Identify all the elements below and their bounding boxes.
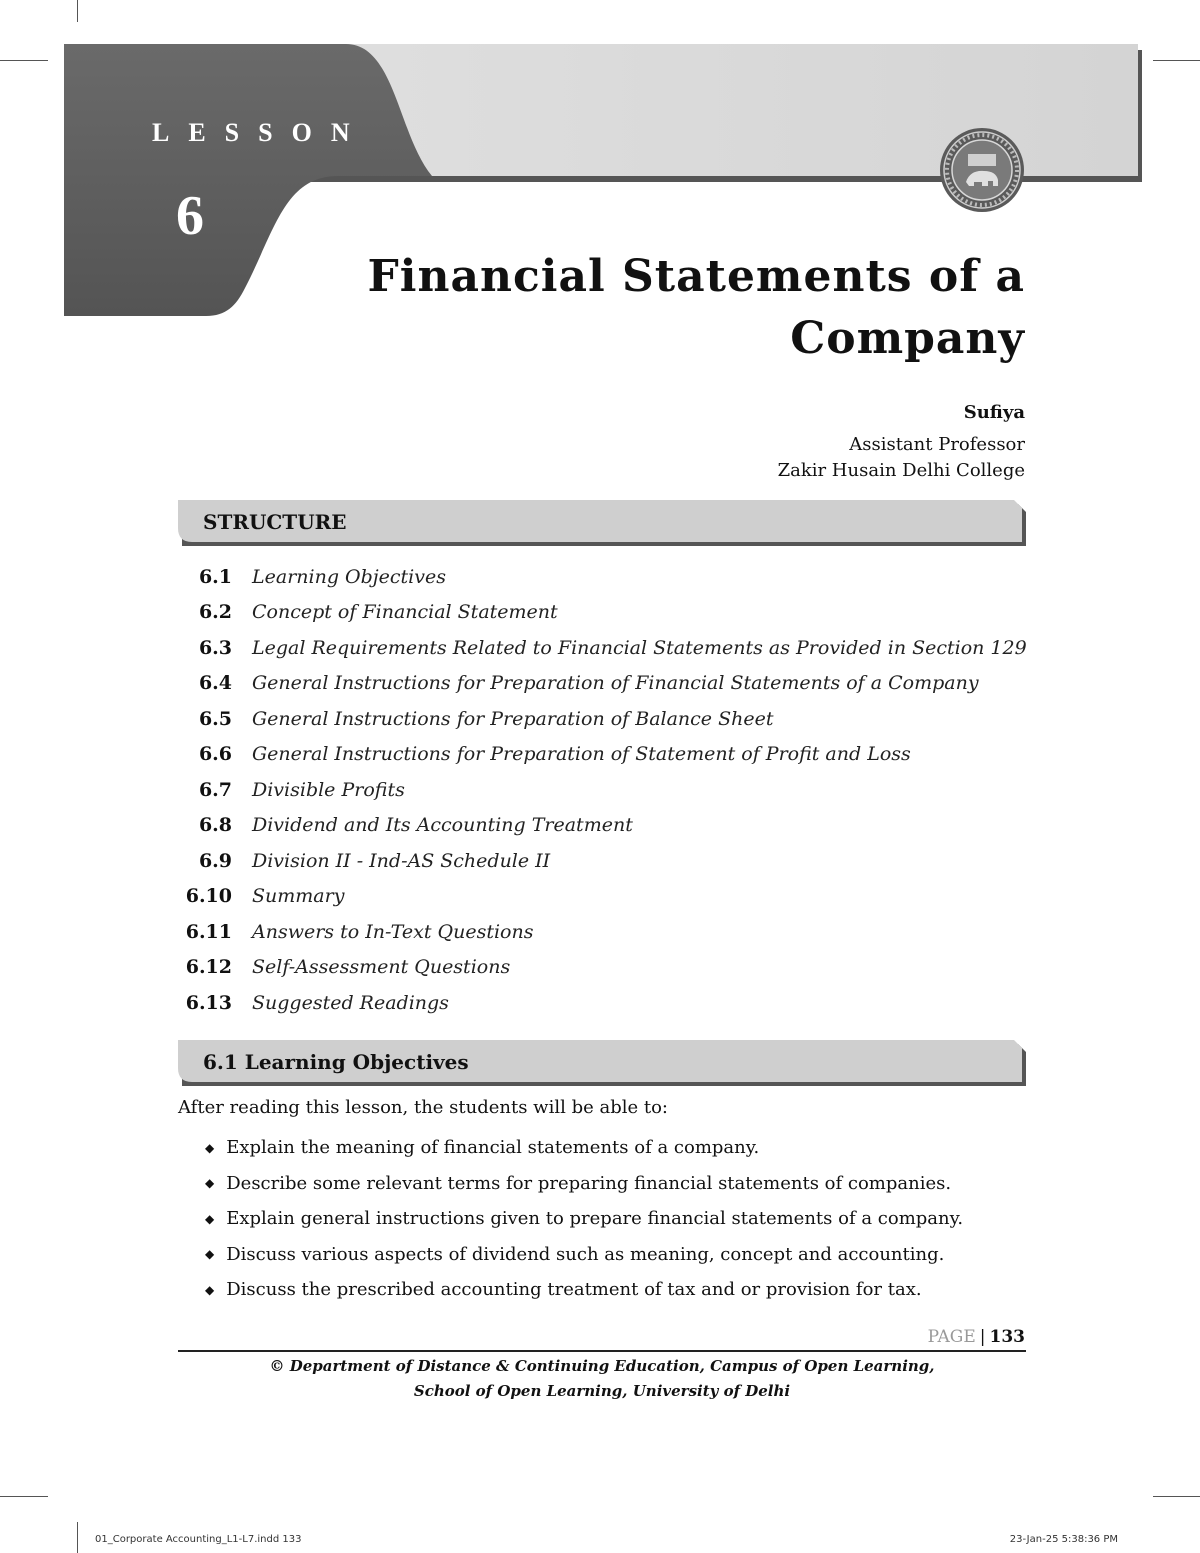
toc-item: 6.4 General Instructions for Preparation of Financial Statements of a Company (198, 672, 979, 695)
objectives-heading-bar (178, 1040, 1026, 1084)
diamond-bullet-icon: ◆ (205, 1176, 215, 1191)
objectives-intro: After reading this lesson, the students will be able to: (178, 1097, 668, 1118)
toc-item: 6.5 General Instructions for Preparation of Balance Sheet (198, 707, 774, 730)
toc-item: 6.12 Self-Assessment Questions (185, 956, 511, 979)
toc-item: 6.9 Division II - Ind-AS Schedule II (198, 849, 551, 872)
author-designation: Assistant Professor (849, 434, 1025, 455)
author-block (778, 400, 1025, 484)
objectives-heading: 6.1 Learning Objectives (203, 1050, 469, 1074)
diamond-bullet-icon: ◆ (205, 1211, 215, 1226)
crop-mark (77, 1522, 78, 1553)
footer-line-2: School of Open Learning, University of Delhi (413, 1382, 791, 1400)
toc-item: 6.1 Learning Objectives (198, 565, 446, 588)
list-item: ◆ Discuss various aspects of dividend such as meaning, concept and accounting. (205, 1243, 945, 1265)
diamond-bullet-icon: ◆ (205, 1247, 215, 1262)
author-name: Sufiya (963, 402, 1025, 423)
structure-heading: STRUCTURE (203, 510, 347, 534)
list-item: ◆ Explain the meaning of financial statements of a company. (205, 1137, 760, 1159)
crop-mark (0, 1496, 48, 1497)
footer-copyright (178, 1354, 1026, 1404)
toc-item: 6.7 Divisible Profits (198, 778, 405, 801)
page-divider: | (979, 1327, 986, 1347)
diamond-bullet-icon: ◆ (205, 1140, 215, 1155)
print-slug-timestamp: 23-Jan-25 5:38:36 PM (1009, 1534, 1118, 1545)
lesson-label: LESSON (152, 118, 369, 147)
toc-item: 6.8 Dividend and Its Accounting Treatment (198, 814, 633, 837)
lesson-number: 6 (176, 185, 204, 247)
toc-item: 6.13 Suggested Readings (185, 991, 449, 1014)
toc-item: 6.11 Answers to In-Text Questions (185, 920, 534, 943)
list-item: ◆ Discuss the prescribed accounting treatment of tax and or provision for tax. (205, 1279, 922, 1301)
title-line-1: Financial Statements of a (367, 251, 1025, 302)
list-item: ◆ Explain general instructions given to prepare financial statements of a company. (205, 1208, 964, 1230)
toc-item: 6.3 Legal Requirements Related to Financial Statements as Provided in Section 129 (198, 636, 1027, 659)
page-title (325, 246, 1025, 370)
toc-item: 6.6 General Instructions for Preparation of Statement of Profit and Loss (198, 743, 911, 766)
toc-item: 6.2 Concept of Financial Statement (198, 601, 558, 624)
page-label: PAGE (927, 1327, 976, 1347)
footer-line-1: © Department of Distance & Continuing Education, Campus of Open Learning, (269, 1357, 935, 1375)
footer-rule (178, 1350, 1026, 1352)
title-line-2: Company (790, 313, 1025, 364)
objectives-list (205, 1130, 963, 1308)
page-number-value: 133 (989, 1327, 1025, 1347)
print-slug-file: 01_Corporate Accounting_L1-L7.indd 133 (95, 1534, 302, 1545)
page-number (928, 1327, 1025, 1347)
crop-mark (1153, 1496, 1200, 1497)
list-item: ◆ Describe some relevant terms for preparing financial statements of companies. (205, 1172, 952, 1194)
structure-heading-bar (178, 500, 1026, 544)
diamond-bullet-icon: ◆ (205, 1282, 215, 1297)
university-seal-icon (938, 126, 1026, 214)
toc-item: 6.10 Summary (185, 885, 345, 908)
author-college: Zakir Husain Delhi College (777, 460, 1025, 481)
structure-list (178, 559, 1038, 1021)
